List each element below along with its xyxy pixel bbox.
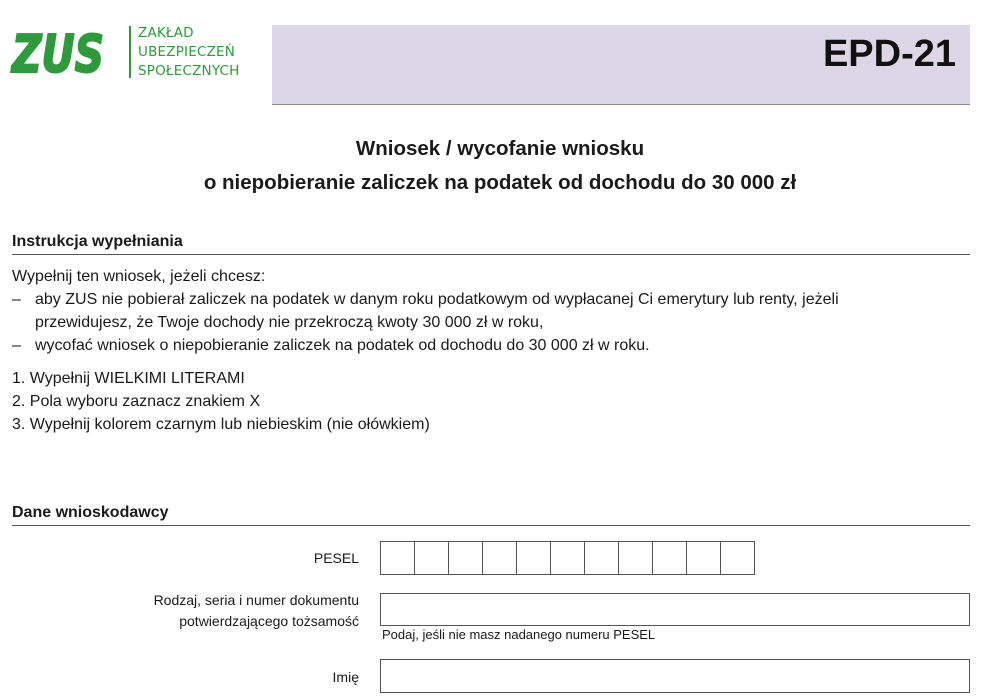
section-divider <box>12 254 970 255</box>
pesel-digit-cell[interactable] <box>517 541 551 575</box>
pesel-digit-cell[interactable] <box>415 541 449 575</box>
instruction-bullet <box>12 289 972 333</box>
bullet-dash: – <box>12 337 21 354</box>
first-name-field[interactable] <box>380 659 970 693</box>
form-title-line1: Wniosek / wycofanie wniosku <box>355 137 645 160</box>
identity-document-label: Rodzaj, seria i numer dokumentu <box>153 592 359 608</box>
pesel-digit-cell[interactable] <box>653 541 687 575</box>
instruction-step: 1. Wypełnij WIELKIMI LITERAMI <box>12 370 245 387</box>
logo-wordmark <box>138 24 268 81</box>
logo-divider <box>129 26 131 78</box>
pesel-digit-cell[interactable] <box>585 541 619 575</box>
first-name-label: Imię <box>332 669 359 685</box>
instruction-step: 2. Pola wyboru zaznacz znakiem X <box>12 393 261 410</box>
section-divider <box>12 525 970 526</box>
form-title-line2: o niepobieranie zaliczek na podatek od dochodu do 30 000 zł <box>203 171 797 194</box>
instructions-intro: Wypełnij ten wniosek, jeżeli chcesz: <box>12 268 266 285</box>
pesel-digit-cell[interactable] <box>721 541 755 575</box>
zus-logo <box>10 22 260 85</box>
zus-logo-mark <box>10 22 106 85</box>
bullet-dash: – <box>12 291 21 308</box>
instruction-bullet <box>12 335 972 356</box>
logo-line: UBEZPIECZEŃ <box>138 44 236 60</box>
form-code-banner <box>272 25 970 105</box>
pesel-input[interactable] <box>380 541 755 575</box>
pesel-digit-cell[interactable] <box>483 541 517 575</box>
form-code: EPD-21 <box>822 33 956 75</box>
identity-document-field[interactable] <box>380 593 970 626</box>
instruction-step: 3. Wypełnij kolorem czarnym lub niebieskim (nie ołówkiem) <box>12 416 430 433</box>
pesel-digit-cell[interactable] <box>449 541 483 575</box>
applicant-heading: Dane wnioskodawcy <box>12 504 169 521</box>
instructions-heading: Instrukcja wypełniania <box>12 233 183 250</box>
logo-abbr: ZUS <box>10 25 104 85</box>
identity-document-hint: Podaj, jeśli nie masz nadanego numeru PESEL <box>382 627 656 642</box>
identity-document-label-continued: potwierdzającego tożsamość <box>179 613 359 629</box>
pesel-digit-cell[interactable] <box>687 541 721 575</box>
bullet-text-continued: przewidujesz, że Twoje dochody nie przekroczą kwoty 30 000 zł w roku, <box>35 314 544 331</box>
header-divider <box>272 104 970 105</box>
pesel-digit-cell[interactable] <box>380 541 415 575</box>
logo-line: SPOŁECZNYCH <box>138 63 240 79</box>
pesel-digit-cell[interactable] <box>551 541 585 575</box>
logo-line: ZAKŁAD <box>138 25 194 41</box>
bullet-text: aby ZUS nie pobierał zaliczek na podatek w danym roku podatkowym od wypłacanej Ci emerytury lub renty, jeżeli <box>35 291 839 308</box>
bullet-text: wycofać wniosek o niepobieranie zaliczek na podatek od dochodu do 30 000 zł w roku. <box>35 337 650 354</box>
pesel-label: PESEL <box>313 550 359 566</box>
pesel-digit-cell[interactable] <box>619 541 653 575</box>
